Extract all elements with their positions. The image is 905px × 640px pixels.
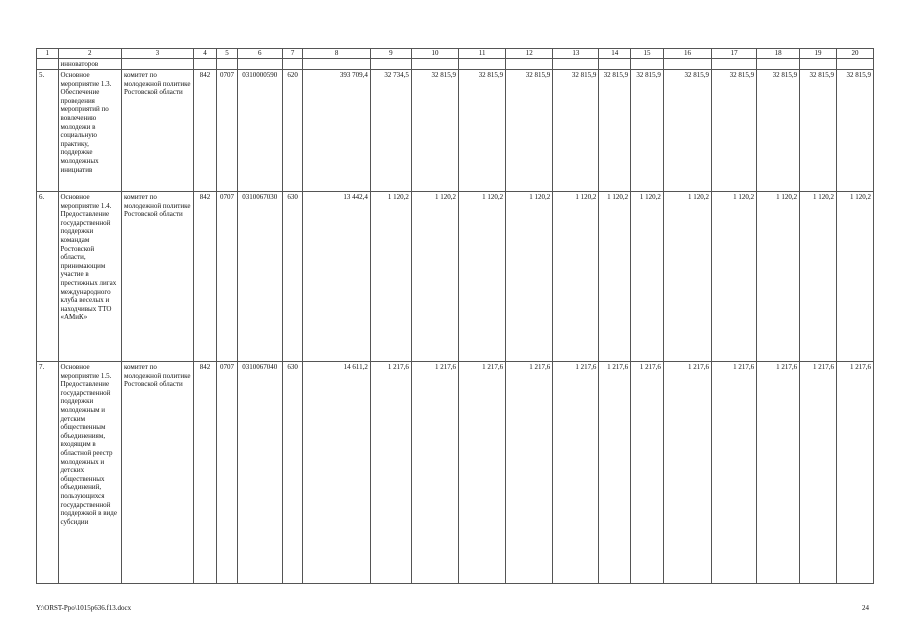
vr-code: 630 — [282, 192, 302, 362]
col-header: 15 — [631, 49, 664, 59]
budget-table — [36, 48, 874, 584]
csr-code: 0310000590 — [237, 70, 282, 192]
executor: комитет по молодежной политике Ростовской области — [122, 362, 194, 584]
measure-name: Основное мероприятие 1.4. Предоставление государственной поддержки командам Ростовской области, принимающим участие в престижных лигах международного клуба веселых и находчивых ТТО «АМиК» — [58, 192, 122, 362]
col-header: 1 — [37, 49, 59, 59]
year-value: 32 815,9 — [506, 70, 553, 192]
year-value: 32 815,9 — [800, 70, 837, 192]
total-value: 393 709,4 — [303, 70, 371, 192]
continuation-row — [37, 59, 874, 70]
vr-code: 620 — [282, 70, 302, 192]
col-header: 5 — [217, 49, 237, 59]
year-value: 1 120,2 — [631, 192, 664, 362]
year-value: 1 217,6 — [599, 362, 631, 584]
measure-name: Основное мероприятие 1.3. Обеспечение проведения мероприятий по вовлечению молодежи в социальную практику, поддержке молодежных инициатив — [58, 70, 122, 192]
col-header: 2 — [58, 49, 122, 59]
year-value: 32 815,9 — [411, 70, 458, 192]
year-value: 1 217,6 — [800, 362, 837, 584]
row-index: 7. — [37, 362, 59, 584]
year-value: 1 217,6 — [553, 362, 599, 584]
year-value: 32 815,9 — [459, 70, 506, 192]
col-header: 19 — [800, 49, 837, 59]
year-value: 1 217,6 — [631, 362, 664, 584]
col-header: 20 — [836, 49, 873, 59]
vr-code: 630 — [282, 362, 302, 584]
col-header: 16 — [663, 49, 711, 59]
grbs-code: 842 — [193, 70, 217, 192]
year-value: 32 734,5 — [370, 70, 411, 192]
year-value: 1 217,6 — [712, 362, 757, 584]
year-value: 1 217,6 — [663, 362, 711, 584]
year-value: 1 120,2 — [800, 192, 837, 362]
total-value: 13 442,4 — [303, 192, 371, 362]
rzpr-code: 0707 — [217, 362, 237, 584]
year-value: 1 120,2 — [663, 192, 711, 362]
col-header: 3 — [122, 49, 194, 59]
year-value: 1 120,2 — [506, 192, 553, 362]
footer-file-path: Y:\ORST-Ppo\1015p636.f13.docx — [36, 604, 132, 612]
year-value: 1 120,2 — [370, 192, 411, 362]
row-index: 5. — [37, 70, 59, 192]
col-header: 14 — [599, 49, 631, 59]
col-header: 12 — [506, 49, 553, 59]
executor: комитет по молодежной политике Ростовской области — [122, 70, 194, 192]
table-row — [37, 192, 874, 362]
col-header: 8 — [303, 49, 371, 59]
col-header: 10 — [411, 49, 458, 59]
year-value: 32 815,9 — [663, 70, 711, 192]
col-header: 17 — [712, 49, 757, 59]
total-value: 14 611,2 — [303, 362, 371, 584]
table-row — [37, 362, 874, 584]
year-value: 1 217,6 — [370, 362, 411, 584]
row-index: 6. — [37, 192, 59, 362]
year-value: 1 217,6 — [459, 362, 506, 584]
year-value: 1 120,2 — [712, 192, 757, 362]
year-value: 32 815,9 — [599, 70, 631, 192]
year-value: 1 120,2 — [599, 192, 631, 362]
year-value: 1 217,6 — [411, 362, 458, 584]
executor: комитет по молодежной политике Ростовской области — [122, 192, 194, 362]
page-number: 24 — [862, 604, 869, 612]
year-value: 32 815,9 — [553, 70, 599, 192]
year-value: 1 217,6 — [757, 362, 800, 584]
col-header: 4 — [193, 49, 217, 59]
year-value: 1 217,6 — [506, 362, 553, 584]
col-header: 9 — [370, 49, 411, 59]
year-value: 32 815,9 — [757, 70, 800, 192]
rzpr-code: 0707 — [217, 70, 237, 192]
grbs-code: 842 — [193, 362, 217, 584]
col-header: 18 — [757, 49, 800, 59]
year-value: 1 120,2 — [411, 192, 458, 362]
col-header: 7 — [282, 49, 302, 59]
column-number-row — [37, 49, 874, 59]
continuation-text: инноваторов — [58, 59, 122, 70]
grbs-code: 842 — [193, 192, 217, 362]
csr-code: 0310067040 — [237, 362, 282, 584]
table-row — [37, 70, 874, 192]
col-header: 11 — [459, 49, 506, 59]
year-value: 32 815,9 — [631, 70, 664, 192]
measure-name: Основное мероприятие 1.5. Предоставление государственной поддержки молодежным и детским общественным объединениям, входящим в областной реестр молодежных и детских общественных объединений, пользующихся государственной поддержкой в виде субсидии — [58, 362, 122, 584]
csr-code: 0310067030 — [237, 192, 282, 362]
year-value: 1 120,2 — [459, 192, 506, 362]
year-value: 1 217,6 — [836, 362, 873, 584]
col-header: 13 — [553, 49, 599, 59]
year-value: 1 120,2 — [836, 192, 873, 362]
year-value: 32 815,9 — [836, 70, 873, 192]
rzpr-code: 0707 — [217, 192, 237, 362]
col-header: 6 — [237, 49, 282, 59]
year-value: 1 120,2 — [757, 192, 800, 362]
year-value: 1 120,2 — [553, 192, 599, 362]
year-value: 32 815,9 — [712, 70, 757, 192]
